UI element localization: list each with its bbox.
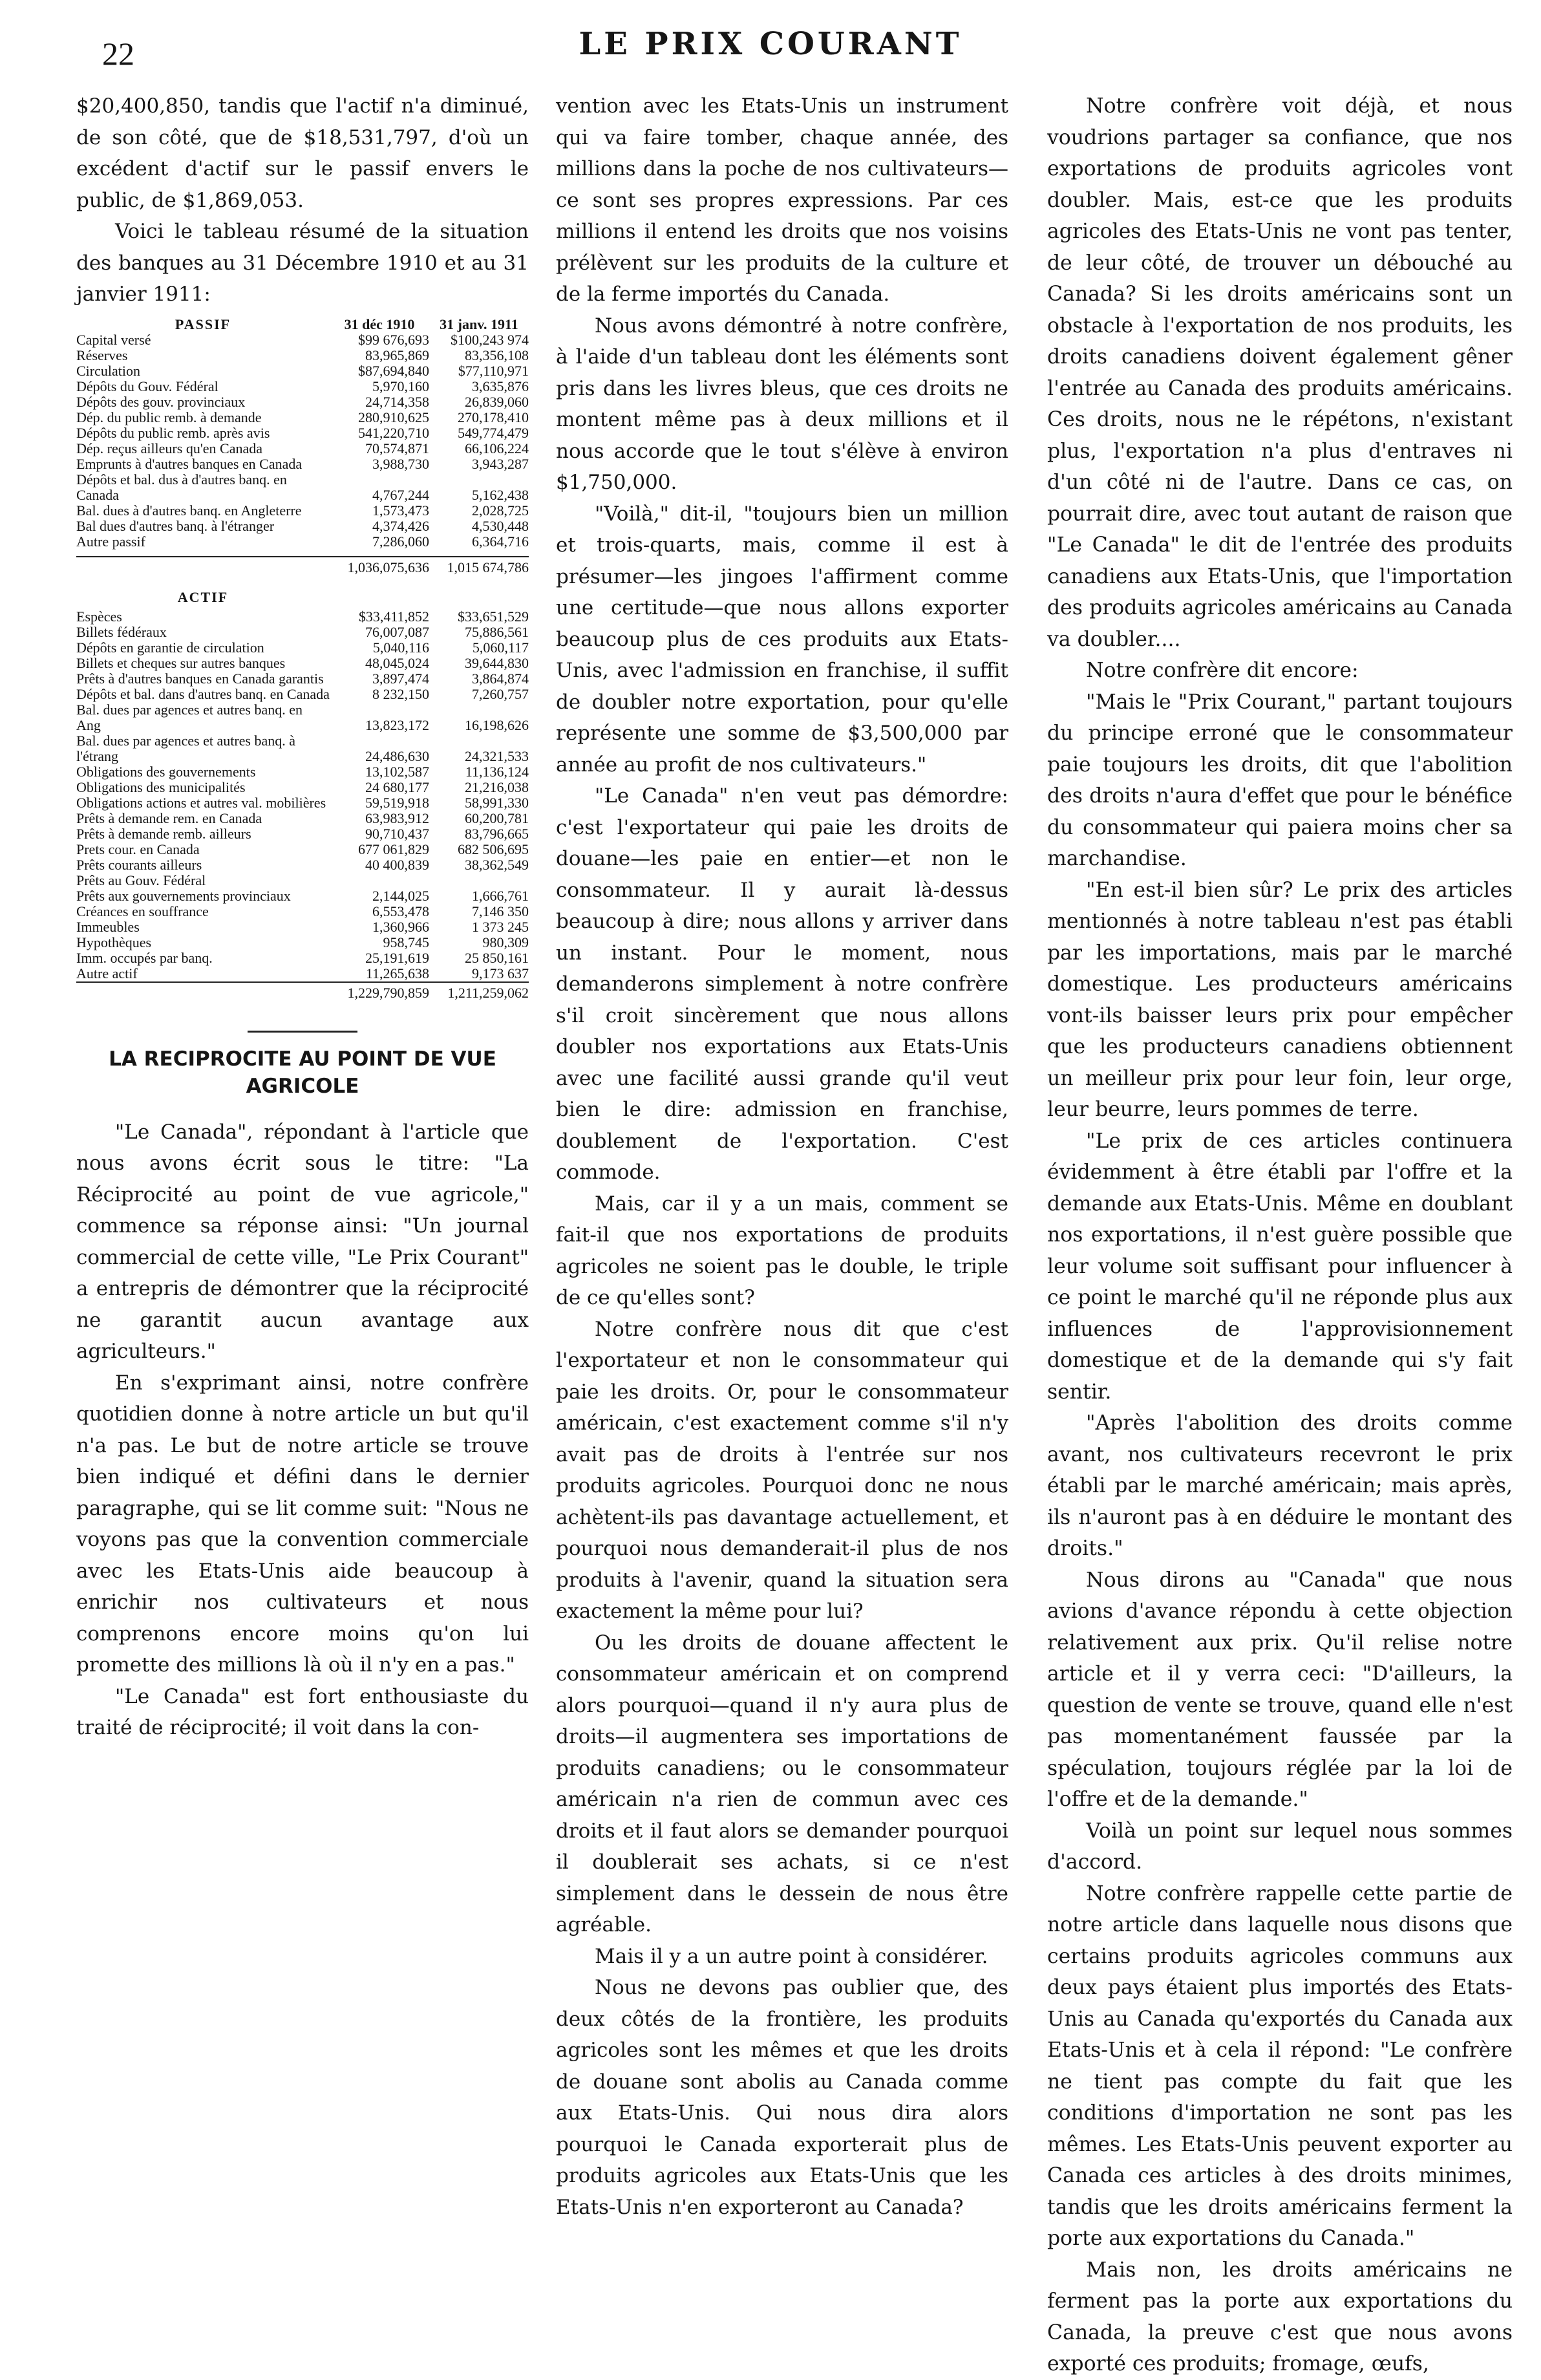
passif-total-1910: 1,036,075,636 (330, 557, 429, 582)
passif-label: Dépôts du public remb. après avis (76, 424, 270, 441)
passif-row (76, 332, 529, 348)
actif-value-1910 (330, 873, 429, 888)
paragraph: "Le prix de ces articles continuera évidemment à être établi par l'offre et la demande aux Etats-Unis. Même en doublant nos exportations, il n'est guère possible que leur volume soit suffisant pour influencer à ce point le marché qu'il ne réponde plus aux influences de l'approvisionnement domestique et de la demande qui s'y fait sentir. (1047, 1129, 1513, 1404)
paragraph: "Le Canada" est fort enthousiaste du traité de réciprocité; il voit dans la con- (76, 1684, 529, 1739)
passif-row (76, 348, 529, 363)
passif-heading: PASSIF (175, 316, 231, 332)
bank-statement-table (76, 314, 529, 1007)
passif-value-1911: 83,356,108 (465, 347, 529, 363)
passif-value-1910: 280,910,625 (358, 409, 429, 425)
paragraph: Ou les droits de douane affectent le consommateur américain et on comprend alors pourquoi—quand il n'y aura plus de droits—il augmentera ses importations de produits canadiens; ou le consommateur américain n'a rien de commun avec ces droits et il faut alors se demander pourquoi il doublerait ses achats, si ce n'est simplement dans le dessein de nous être agréable. (556, 1631, 1008, 1936)
actif-row (76, 795, 529, 811)
actif-value-1911: 83,796,665 (465, 825, 529, 842)
actif-row (76, 919, 529, 935)
column-3 (1047, 91, 1513, 2380)
actif-label: Hypothèques (76, 934, 152, 950)
passif-row (76, 441, 529, 456)
paragraph: Nous avons démontré à notre confrère, à l'aide d'un tableau dont les éléments sont pris dans les livres bleus, que ces droits ne montent même pas à deux millions et il nous accorde que le tout s'élève à environ $1,750,000. (556, 314, 1008, 494)
passif-value-1911: 2,028,725 (472, 502, 529, 519)
actif-label: Prêts courants ailleurs (76, 856, 202, 873)
paragraph: vention avec les Etats-Unis un instrument qui va faire tomber, chaque année, des millions dans la poche de nos cultivateurs—ce sont ses propres expressions. Par ces millions il entend les droits que nos voisins prélèvent sur les produits de la culture et de la ferme importés du Canada. (556, 94, 1008, 306)
passif-value-1911: 4,530,448 (472, 517, 529, 534)
page-number: 22 (102, 36, 134, 72)
actif-row (76, 733, 529, 764)
actif-label: Dépôts et bal. dans d'autres banq. en Canada (76, 685, 330, 702)
column-date-1: 31 déc 1910 (344, 316, 415, 332)
column-1 (76, 91, 529, 1744)
actif-value-1910: $33,411,852 (358, 608, 429, 625)
actif-label: Immeubles (76, 918, 140, 935)
actif-value-1911: 7,260,757 (472, 685, 529, 702)
actif-value-1910: 59,519,918 (365, 794, 429, 811)
actif-value-1911: 60,200,781 (465, 809, 529, 826)
column-2 (556, 91, 1008, 2223)
passif-label: Dép. du public remb. à demande (76, 409, 262, 425)
paragraph: "Après l'abolition des droits comme avant, nos cultivateurs recevront le prix établi par le marché américain; mais après, ils n'auront pas à en déduire le montant des droits." (1047, 1411, 1513, 1560)
actif-label: Billets fédéraux (76, 623, 167, 640)
passif-row (76, 519, 529, 534)
passif-value-1910: 3,988,730 (372, 455, 429, 472)
actif-value-1910: 11,265,638 (365, 965, 429, 981)
passif-value-1910: 24,714,358 (365, 393, 429, 410)
actif-value-1911: 3,864,874 (472, 670, 529, 687)
actif-total-1911: 1,211,259,062 (429, 982, 529, 1007)
actif-label: Créances en souffrance (76, 903, 209, 919)
paragraph: Nous dirons au "Canada" que nous avions d'avance répondu à cette objection relativement aux prix. Qu'il relise notre article et il y verra ceci: "D'ailleurs, la question de vente se trouve, quand elle n'est pas momentanément faussée par la spéculation, toujours réglée par la loi de l'offre et de la demande." (1047, 1568, 1513, 1811)
passif-value-1910: 70,574,871 (365, 440, 429, 456)
actif-row (76, 687, 529, 702)
paragraph: Voici le tableau résumé de la situation des banques au 31 Décembre 1910 et au 31 janvier 1911: (76, 220, 529, 306)
paragraph: En s'exprimant ainsi, notre confrère quotidien donne à notre article un but qu'il n'a pas. Le but de notre article se trouve bien indiqué et défini dans le dernier paragraphe, qui se lit comme suit: "Nous ne voyons pas que la convention commerciale avec les Etats-Unis aide beaucoup à enrichir nos cultivateurs et nous comprenons encore moins qu'on lui promette des millions là où il n'y en a pas." (76, 1371, 529, 1677)
passif-total-1911: 1,015 674,786 (429, 557, 529, 582)
journal-title: LE PRIX COURANT (579, 26, 962, 62)
actif-value-1910: 958,745 (383, 934, 429, 950)
passif-value-1911: 270,178,410 (458, 409, 529, 425)
paragraph: "Le Canada", répondant à l'article que nous avons écrit sous le titre: "La Réciprocité au point de vue agricole," commence sa réponse ainsi: "Un journal commercial de cette ville, "Le Prix Courant" a entrepris de démontrer que la réciprocité ne garantit aucun avantage aux agriculteurs." (76, 1120, 529, 1363)
actif-label: Obligations des gouvernements (76, 763, 256, 780)
passif-value-1911: 5,162,438 (472, 486, 529, 503)
actif-value-1910: 90,710,437 (365, 825, 429, 842)
actif-value-1911: 1,666,761 (472, 887, 529, 904)
passif-value-1911: $77,110,971 (458, 362, 529, 379)
passif-value-1911: 549,774,479 (458, 424, 529, 441)
passif-row (76, 379, 529, 394)
actif-label: Bal. dues par agences et autres banq. en Ang (76, 701, 303, 733)
paragraph: Notre confrère rappelle cette partie de notre article dans laquelle nous disons que certains produits agricoles communs aux deux pays étaient plus importés des Etats-Unis au Canada qu'exportés du Canada aux Etats-Unis et à cela il répond: "Le confrère ne tient pas compte du fait que les conditions d'importation ne sont pas les mêmes. Les Etats-Unis peuvent exporter au Canada ces articles à des droits minimes, tandis que les droits américains ferment la porte aux exportations du Canada." (1047, 1881, 1513, 2250)
actif-label: Prêts à demande rem. en Canada (76, 809, 262, 826)
passif-value-1910: $99 676,693 (358, 331, 429, 348)
article-heading: LA RECIPROCITE AU POINT DE VUE AGRICOLE (109, 1047, 496, 1098)
actif-label: Billets et cheques sur autres banques (76, 654, 286, 671)
passif-row (76, 410, 529, 425)
actif-row (76, 935, 529, 950)
column-date-2: 31 janv. 1911 (440, 316, 518, 332)
actif-value-1910: 8 232,150 (372, 685, 429, 702)
passif-label: Autre passif (76, 533, 145, 550)
passif-label: Dépôts et bal. dus à d'autres banq. en Canada (76, 471, 287, 503)
passif-value-1910: 83,965,869 (365, 347, 429, 363)
passif-label: Bal. dues à d'autres banq. en Angleterre (76, 502, 302, 519)
actif-value-1910: 40 400,839 (365, 856, 429, 873)
actif-heading: ACTIF (177, 588, 229, 605)
actif-row (76, 857, 529, 873)
actif-label: Autre actif (76, 965, 138, 981)
actif-value-1911: 38,362,549 (465, 856, 529, 873)
actif-value-1910: 5,040,116 (372, 639, 429, 656)
paragraph: $20,400,850, tandis que l'actif n'a diminué, de son côté, que de $18,531,797, d'où un excédent d'actif sur le passif envers le public, de $1,869,053. (76, 94, 529, 212)
actif-row (76, 950, 529, 966)
actif-value-1911: 7,146 350 (472, 903, 529, 919)
actif-row (76, 888, 529, 904)
passif-row (76, 503, 529, 519)
paragraph: Notre confrère voit déjà, et nous voudrions partager sa confiance, que nos exportations de produits agricoles vont doubler. Mais, est-ce que les produits agricoles des Etats-Unis ne vont pas tenter, de leur côté, de trouver un débouché au Canada? Si les droits américains sont un obstacle à l'exportation de nos produits, les droits canadiens doivent également gêner l'entrée au Canada des produits américains. Ces droits, nous ne le répétons, n'existant plus, l'exportation n'a plus d'entraves ni d'un côté ni de l'autre. Dans ce cas, on pourrait dire, avec tout autant de raison que "Le Canada" le dit de l'entrée des produits canadiens aux Etats-Unis, que l'importation des produits agricoles américains au Canada va doubler.... (1047, 94, 1513, 651)
actif-row (76, 764, 529, 780)
passif-row (76, 456, 529, 472)
paragraph: Nous ne devons pas oublier que, des deux côtés de la frontière, les produits agricoles sont les mêmes et que les droits de douane sont abolis au Canada comme aux Etats-Unis. Qui nous dira alors pourquoi le Canada exporterait plus de produits agricoles aux Etats-Unis que les Etats-Unis n'en exporteront au Canada? (556, 1976, 1008, 2219)
section-divider (248, 1031, 357, 1033)
paragraph: "Voilà," dit-il, "toujours bien un million et trois-quarts, mais, comme il est à présumer—les jingoes l'affirment comme une certitude—que nous allons exporter beaucoup plus de ces produits aux Etats-Unis, avec l'admission en franchise, il suffit de doubler notre exportation, pour qu'elle représente une somme de $3,500,000 par année au profit de nos cultivateurs." (556, 502, 1008, 777)
actif-value-1911: 25 850,161 (465, 949, 529, 966)
passif-value-1910: 5,970,160 (372, 378, 429, 394)
paragraph: "Mais le "Prix Courant," partant toujours du principe erroné que le consommateur paie toujours les droits, dit que l'abolition des droits n'aura d'effet que pour le bénéfice du consommateur qui paiera moins cher sa marchandise. (1047, 690, 1513, 870)
passif-value-1911: 6,364,716 (472, 533, 529, 550)
actif-label: Prêts au Gouv. Fédéral (76, 872, 206, 888)
page-header (0, 18, 1541, 89)
passif-label: Réserves (76, 347, 128, 363)
actif-value-1911 (429, 873, 529, 888)
actif-label: Obligations des municipalités (76, 778, 246, 795)
actif-row (76, 826, 529, 842)
actif-label: Espèces (76, 608, 122, 625)
paragraph: Mais non, les droits américains ne ferment pas la porte aux exportations du Canada, la preuve c'est que nous avons exporté ces produits; fromage, œufs, (1047, 2258, 1513, 2375)
actif-value-1910: 1,360,966 (372, 918, 429, 935)
paragraph: Voilà un point sur lequel nous sommes d'accord. (1047, 1819, 1513, 1874)
actif-row (76, 671, 529, 687)
passif-row (76, 472, 529, 503)
actif-row (76, 966, 529, 982)
actif-label: Obligations actions et autres val. mobilières (76, 794, 326, 811)
actif-row (76, 780, 529, 795)
passif-label: Capital versé (76, 331, 151, 348)
actif-value-1911: 75,886,561 (465, 623, 529, 640)
passif-label: Dépôts du Gouv. Fédéral (76, 378, 218, 394)
actif-value-1911: 39,644,830 (465, 654, 529, 671)
actif-value-1910: 24,486,630 (365, 747, 429, 764)
passif-value-1910: 4,767,244 (372, 486, 429, 503)
actif-row (76, 811, 529, 826)
passif-value-1911: 3,635,876 (472, 378, 529, 394)
passif-label: Circulation (76, 362, 140, 379)
actif-row (76, 640, 529, 656)
actif-label: Prets cour. en Canada (76, 841, 200, 857)
actif-value-1910: 24 680,177 (365, 778, 429, 795)
passif-value-1910: 541,220,710 (358, 424, 429, 441)
actif-label: Bal. dues par agences et autres banq. à l'étrang (76, 732, 296, 764)
passif-label: Bal dues d'autres banq. à l'étranger (76, 517, 275, 534)
actif-value-1910: 13,823,172 (365, 716, 429, 733)
actif-value-1911: 24,321,533 (465, 747, 529, 764)
actif-value-1910: 677 061,829 (358, 841, 429, 857)
actif-value-1911: 5,060,117 (472, 639, 529, 656)
passif-value-1910: 7,286,060 (372, 533, 429, 550)
passif-value-1911: $100,243 974 (451, 331, 529, 348)
paragraph: Notre confrère dit encore: (1086, 659, 1359, 682)
passif-value-1910: 1,573,473 (372, 502, 429, 519)
passif-row (76, 425, 529, 441)
passif-label: Emprunts à d'autres banques en Canada (76, 455, 303, 472)
actif-label: Prêts à demande remb. ailleurs (76, 825, 251, 842)
actif-value-1911: 58,991,330 (465, 794, 529, 811)
actif-value-1910: 25,191,619 (365, 949, 429, 966)
passif-value-1910: 4,374,426 (372, 517, 429, 534)
actif-row (76, 904, 529, 919)
paragraph: Mais, car il y a un mais, comment se fait-il que nos exportations de produits agricoles ne soient pas le double, le triple de ce qu'elles sont? (556, 1192, 1008, 1309)
passif-value-1911: 3,943,287 (472, 455, 529, 472)
paragraph: "Le Canada" n'en veut pas démordre: c'est l'exportateur qui paie les droits de douane—les paie en entier—et non le consommateur. Il y aurait là-dessus beaucoup à dire; nous allons y arriver dans un instant. Pour le moment, nous demanderons simplement à notre confrère s'il croit sincèrement que nous allons doubler nos exportations aux Etats-Unis avec une facilité aussi grande qu'il veut bien le dire: admission en franchise, doublement de l'exportation. C'est commode. (556, 784, 1008, 1184)
paragraph: Mais il y a un autre point à considérer. (595, 1944, 988, 1968)
actif-label: Imm. occupés par banq. (76, 949, 213, 966)
passif-row (76, 363, 529, 379)
passif-label: Dép. reçus ailleurs qu'en Canada (76, 440, 263, 456)
actif-value-1910: 6,553,478 (372, 903, 429, 919)
actif-value-1910: 2,144,025 (372, 887, 429, 904)
passif-row (76, 534, 529, 550)
actif-value-1911: 980,309 (482, 934, 529, 950)
actif-value-1911: $33,651,529 (458, 608, 529, 625)
actif-row (76, 625, 529, 640)
actif-label: Prêts à d'autres banques en Canada garantis (76, 670, 324, 687)
actif-total-1910: 1,229,790,859 (330, 982, 429, 1007)
actif-value-1910: 76,007,087 (365, 623, 429, 640)
actif-row (76, 842, 529, 857)
passif-label: Dépôts des gouv. provinciaux (76, 393, 246, 410)
actif-value-1910: 3,897,474 (372, 670, 429, 687)
actif-value-1911: 16,198,626 (465, 716, 529, 733)
actif-value-1911: 21,216,038 (465, 778, 529, 795)
actif-value-1911: 682 506,695 (458, 841, 529, 857)
actif-label: Prêts aux gouvernements provinciaux (76, 887, 291, 904)
passif-row (76, 394, 529, 410)
passif-value-1911: 66,106,224 (465, 440, 529, 456)
actif-row (76, 656, 529, 671)
paragraph: "En est-il bien sûr? Le prix des articles mentionnés à notre tableau n'est pas établi par les importations, mais par le marché domestique. Les producteurs américains vont-ils baisser leurs prix pour empêcher que les producteurs canadiens obtiennent un meilleur prix pour leur foin, leur orge, leur beurre, leurs pommes de terre. (1047, 878, 1513, 1121)
actif-value-1911: 9,173 637 (472, 965, 529, 981)
actif-value-1911: 1 373 245 (472, 918, 529, 935)
actif-value-1910: 63,983,912 (365, 809, 429, 826)
passif-value-1910: $87,694,840 (358, 362, 429, 379)
actif-label: Dépôts en garantie de circulation (76, 639, 264, 656)
passif-value-1911: 26,839,060 (465, 393, 529, 410)
actif-row (76, 873, 529, 888)
actif-value-1911: 11,136,124 (465, 763, 529, 780)
actif-value-1910: 48,045,024 (365, 654, 429, 671)
actif-row (76, 609, 529, 625)
paragraph: Notre confrère nous dit que c'est l'exportateur et non le consommateur qui paie les droits. Or, pour le consommateur américain, c'est exactement comme s'il n'y avait pas de droits à l'entrée sur nos produits agricoles. Pourquoi donc ne nous achètent-ils pas davantage actuellement, et pourquoi nous demanderait-il plus de nos produits à l'avenir, quand la situation sera exactement la même pour lui? (556, 1317, 1008, 1623)
actif-row (76, 702, 529, 733)
actif-value-1910: 13,102,587 (365, 763, 429, 780)
